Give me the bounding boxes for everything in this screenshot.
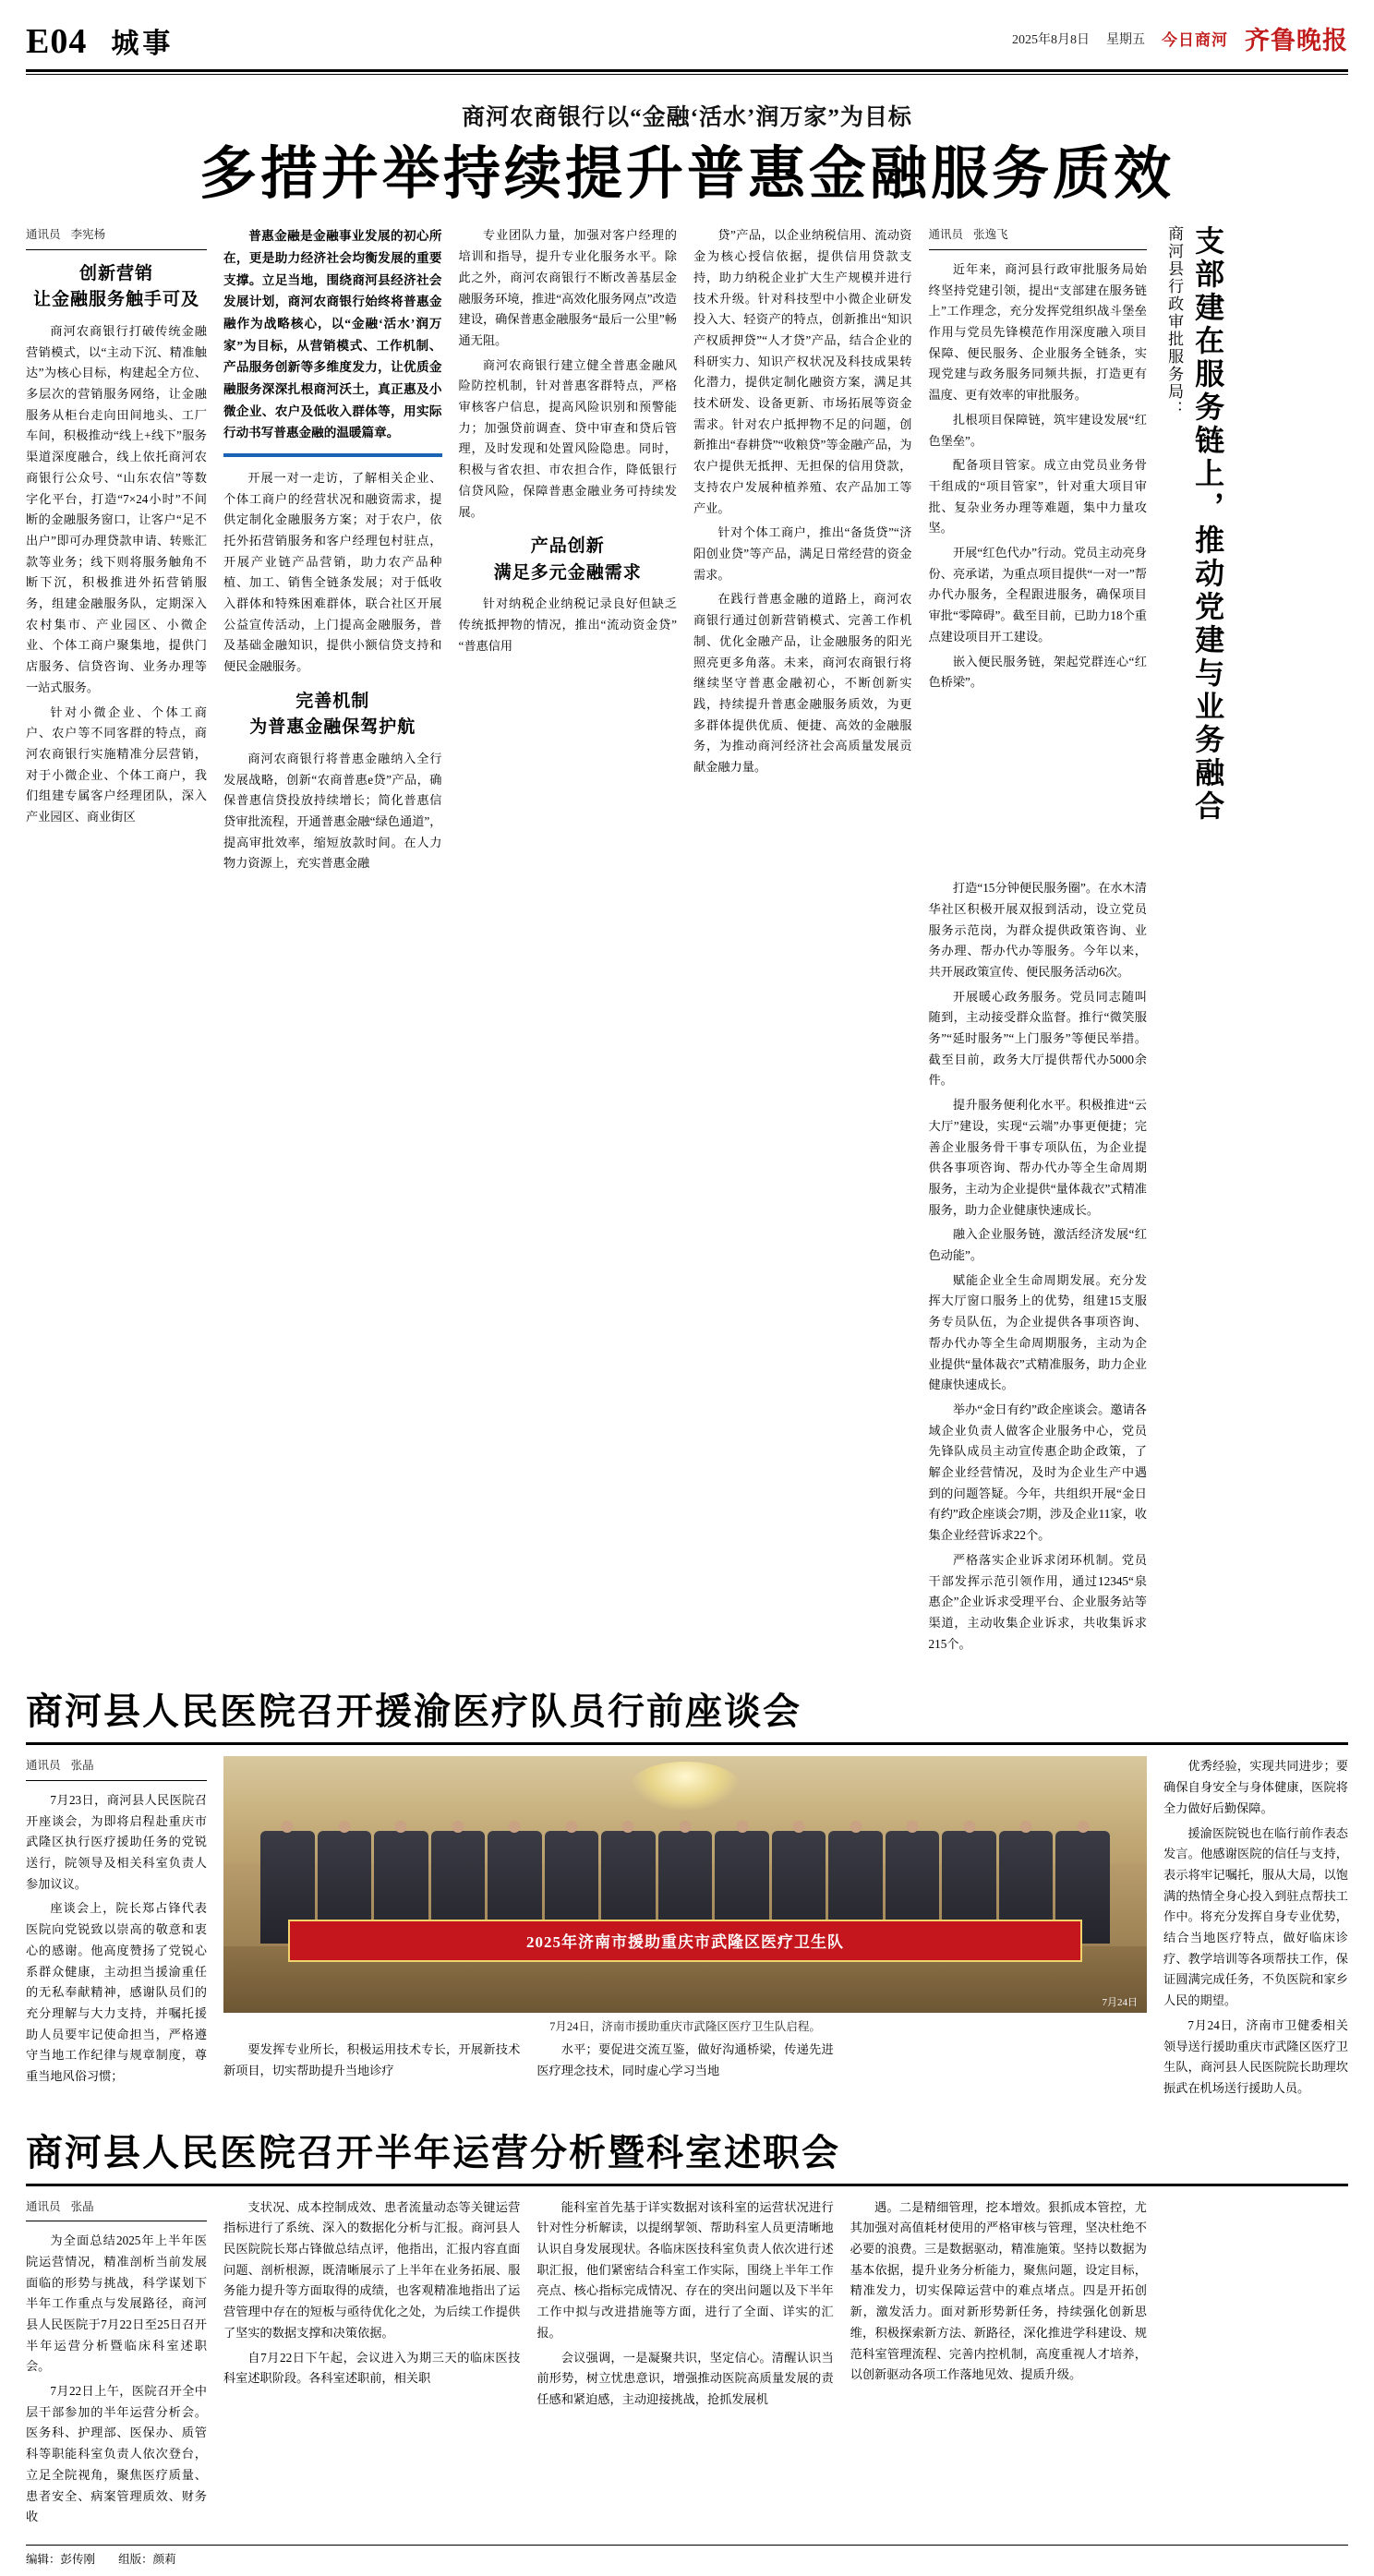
article-2-columns [26, 1756, 1348, 2102]
a2-c4-p2: 援渝医院锐也在临行前作表态发言。他感谢医院的信任与支持，表示将牢记嘱托，服从大局，以饱满的热情全身心投入到驻点帮扶工作中。将充分发挥自身专业优势，结合当地医疗特点，做好临床诊疗、教学培训等各项帮扶工作，保证圆满完成任务，不负医院和家乡人民的期望。 [1163, 1825, 1348, 2008]
photo-date-stamp: 7月24日 [1102, 1997, 1138, 2009]
a2-c4-p1: 优秀经验，实现共同进步；要确保自身安全与身体健康，医院将全力做好后勤保障。 [1163, 1759, 1348, 1815]
today-label: 今日商河 [1162, 31, 1228, 49]
a2-c4-p3: 7月24日，济南市卫健委相关领导送行援助重庆市武隆区医疗卫生队，商河县人民医院院长助理坎振武在机场送行援助人员。 [1163, 2017, 1348, 2095]
lead-c4-p2: 针对个体工商户，推出“备货贷”“济阳创业贷”等产品，满足日常经营的资金需求。 [693, 525, 912, 582]
lead-kicker: 商河农商银行以“金融‘活水’润万家”为目标 [462, 105, 912, 130]
lead-column-6 [1163, 225, 1348, 878]
lead-c5-p6: 打造“15分钟便民服务圈”。在水木清华社区积极开展双报到活动，设立党员服务示范岗，为群众提供政策咨询、业务办理、帮办代办等服务。今年以来，共开展政策宣传、便民服务活动6次。 [928, 881, 1147, 979]
vertical-headline: 支部建在服务链上，推动党建与业务融合 [1191, 225, 1225, 825]
page-footer [26, 2545, 1348, 2567]
a3-column-1 [26, 2197, 207, 2532]
right-byline-label: 通讯员 [928, 228, 964, 242]
lead-c5-p7: 开展暖心政务服务。党员同志随叫随到，主动接受群众监督。推行“微笑服务”“延时服务”“上门服务”等便民举措。截至目前，政务大厅提供帮代办5000余件。 [928, 989, 1147, 1088]
lead-c5-p9: 融入企业服务链，激活经济发展“红色动能”。 [928, 1227, 1147, 1263]
article-2-photo-block [223, 1756, 1147, 2102]
footer-composer: 组版：颜莉 [118, 2553, 176, 2566]
masthead-rule-thin [26, 74, 1348, 75]
publish-weekday: 星期五 [1106, 32, 1145, 47]
photo-banner-text: 2025年济南市援助重庆市武隆区医疗卫生队 [526, 1933, 844, 1952]
lead-c3-p1: 专业团队力量，加强对客户经理的培训和指导，提升专业化服务水平。除此之外，商河农商银行不断改善基层金融服务环境，推进“高效化服务网点”改造建设，确保普惠金融服务“最后一公里”畅通无阻。 [458, 228, 677, 347]
chandelier-icon [630, 1762, 741, 1812]
a2-c2-p1: 要发挥专业所长，积极运用技术专长，开展新技术新项目，切实帮助提升当地诊疗 [223, 2042, 521, 2078]
lead-subhead-2 [223, 689, 442, 741]
lead-c1-p1: 商河农商银行打破传统金融营销模式，以“主动下沉、精准触达”为核心目标，构建起全方位、多层次的营销服务网络，让金融服务从柜台走向田间地头、工厂车间，积极推动“线上+线下”服务渠道深度融合，线上依托商河农商银行公众号、“山东农信”等数字化平台，打造“7×24小时”不间断的金融服务窗口，让客户“足不出户”即可办理贷款申请、转账汇款等业务；线下则将服务触角不断下沉，积极推进外拓营销服务，组建金融服务队，定期深入农村集市、产业园区、小微企业、个体工商户聚集地，提供门店服务、信贷咨询、业务办理等一站式服务。 [26, 323, 207, 694]
a3-c1-p2: 7月22日上午，医院召开全中层干部参加的半年运营分析会。医务科、护理部、医保办、质管科等职能科室负责人依次登台，立足全院视角，聚焦医疗质量、患者安全、病案管理质效、财务收 [26, 2384, 207, 2524]
lead-column-4 [693, 225, 912, 878]
lead-c1-p2: 针对小微企业、个体工商户、农户等不同客群的特点，商河农商银行实施精准分层营销，对于小微企业、个体工商户，我们组建专属客户经理团队，深入产业园区、商业街区 [26, 704, 207, 825]
masthead-left [26, 20, 174, 62]
right-byline [929, 225, 1148, 250]
lead-standfirst-text: 普惠金融是金融事业发展的初心所在，更是助力经济社会均衡发展的重要支撑。立足当地，围绕商河县经济社会发展计划，商河农商银行始终将普惠金融作为战略核心，以“金融‘活水’润万家”为目标，从营销模式、工作机制、产品服务创新等多维度发力，让优质金融服务深深扎根商河沃土，真正惠及小微企业、农户及低收入群体等，用实际行动书写普惠金融的温暖篇章。 [223, 229, 442, 440]
a2-c3-p1: 水平；要促进交流互鉴，做好沟通桥梁，传递先进医疗理念技术，同时虚心学习当地 [536, 2042, 834, 2078]
lead-column-1 [26, 225, 207, 878]
publish-date: 2025年8月8日 [1012, 32, 1090, 47]
lead-subhead-2-line2: 为普惠金融保驾护航 [249, 717, 416, 738]
a3-column-4 [850, 2197, 1147, 2532]
lead-article-columns [26, 225, 1348, 878]
a3-c2-p2: 自7月22日下午起，会议进入为期三天的临床医技科室述职阶段。各科室述职前，相关职 [223, 2350, 521, 2386]
a3-byline-label: 通讯员 [26, 2199, 61, 2213]
a2-column-4 [1163, 1756, 1348, 2102]
vertical-subhead: 商河县行政审批服务局： [1165, 225, 1184, 419]
lead-column-5-cont [929, 878, 1148, 1658]
lead-c5-p3: 配备项目管家。成立由党员业务骨干组成的“项目管家”，针对重大项目审批、复杂业务办理等难题，集中力量攻坚。 [928, 458, 1147, 536]
a3-byline-name: 张晶 [70, 2199, 94, 2213]
lead-subhead-1 [26, 261, 207, 314]
masthead-right [1012, 20, 1348, 62]
a2-c1-p1: 7月23日，商河县人民医院召开座谈会，为即将启程赴重庆市武隆区执行医疗援助任务的党锐送行，院领导及相关科室负责人参加议议。 [26, 1792, 207, 1891]
article-2-title: 商河县人民医院召开援渝医疗队员行前座谈会 [26, 1691, 802, 1733]
a3-c4-p1: 遇。二是精细管理，挖本增效。狠抓成本管控，尤其加强对高值耗材使用的严格审核与管理，坚决杜绝不必要的浪费。三是数据驱动，精准施策。坚持以数据为基本依据，提升业务分析能力，聚焦问题，设定目标，精准发力，切实保障运营中的难点堵点。四是开拓创新，激发活力。面对新形势新任务，持续强化创新思维，积极探索新方法、新路径，深化推进学科建设、规范科室管理流程、完善内控机制，高度重视人才培养，以创新驱动各项工作落地见效、提质升级。 [850, 2199, 1147, 2382]
photo-red-banner [288, 1920, 1082, 1962]
lead-c3-p2: 商河农商银行建立健全普惠金融风险防控机制，针对普惠客群特点，严格审核客户信息，提高风险识别和预警能力；加强贷前调查、贷中审查和贷后管理，及时发现和处置风险隐患。同时，积极与省农担、市农担合作，降低银行信贷风险，保障普惠金融业务可持续发展。 [458, 357, 677, 519]
blue-divider [223, 453, 442, 457]
a2-c1-p2: 座谈会上，院长郑占锋代表医院向党锐致以崇高的敬意和衷心的感谢。他高度赞扬了党锐心系群众健康，主动担当援渝重任的无私奉献精神，感谢队员们的充分理解与大力支持，并嘱托援助人员要牢记使命担当，严格遵守当地工作纪律与规章制度，尊重当地风俗习惯； [26, 1901, 207, 2084]
a2-subcolumns [223, 2040, 1147, 2085]
medical-team-photo [223, 1756, 1147, 2013]
lead-subhead-3-line2: 满足多元金融需求 [493, 562, 642, 583]
a2-byline [26, 1756, 207, 1781]
article-2 [26, 1682, 1348, 2102]
paper-name: 齐鲁晚报 [1245, 27, 1348, 54]
a3-column-3 [536, 2197, 833, 2532]
article-3-title: 商河县人民医院召开半年运营分析暨科室述职会 [26, 2131, 840, 2173]
a3-byline [26, 2197, 207, 2222]
lead-headline-block [26, 99, 1348, 207]
a3-c1-p1: 为全面总结2025年上半年医院运营情况，精准剖析当前发展面临的形势与挑战，科学谋划下半年工作重点与发展路径，商河县人民医院于7月22日至25日召开半年运营分析暨临床科室述职会。 [26, 2233, 207, 2374]
lead-c2-p2: 商河农商银行将普惠金融纳入全行发展战略，创新“农商普惠e贷”产品，确保普惠信贷投放持续增长；简化普惠信贷审批流程，开通普惠金融“绿色通道”，提高审批效率，缩短放款时间。在人力物力资源上，充实普惠金融 [223, 751, 442, 871]
masthead [26, 20, 1348, 67]
a2-byline-label: 通讯员 [26, 1759, 61, 1773]
a2-column-2 [223, 2040, 520, 2085]
a3-column-2 [223, 2197, 520, 2532]
lead-c5-p5: 嵌入便民服务链，架起党群连心“红色桥梁”。 [928, 654, 1147, 690]
article-2-rule [26, 1742, 1348, 1745]
article-3-rule [26, 2184, 1348, 2186]
lead-c2-p1: 开展一对一走访，了解相关企业、个体工商户的经营状况和融资需求，提供定制化金融服务方案；对于农户，依托外拓营销服务和客户经理包村驻点，开展产业链产品营销，助力农产品种植、加工、销售全链条发展；对于低收入群体和特殊困难群体，联合社区开展公益宣传活动，上门提高金融服务，普及基础金融知识，提供小额信贷支持和便民金融服务。 [223, 470, 442, 674]
lead-title: 多措并举持续提升普惠金融服务质效 [199, 143, 1175, 206]
lead-c4-p1: 贷”产品，以企业纳税信用、流动资金为核心授信依据，提供信用贷款支持，助力纳税企业扩大生产规模并进行技术升级。针对科技型中小微企业研发投入大、轻资产的特点，创新推出“知识产权质押贷”“人才贷”产品，结合企业的科研实力、知识产权状况及科技成果转化潜力，提供定制化融资方案，满足其技术研发、设备更新、市场拓展等资金需求。针对农户抵押物不足的问题，创新推出“春耕贷”“收粮贷”等金融产品，为农户提供无抵押、无担保的信用贷款，支持农户发展种植养殖、农产品加工等产业。 [693, 228, 912, 515]
a2-byline-name: 张晶 [70, 1759, 94, 1773]
lead-c5-p11: 举办“金日有约”政企座谈会。邀请各域企业负责人做客企业服务中心，党员先锋队成员主动宣传惠企助企政策，了解企业经营情况，及时为企业生产中遇到的问题答疑。今年，共组织开展“金日有约”政企座谈会7期，涉及企业11家，收集企业经营诉求22个。 [928, 1402, 1147, 1543]
lead-c5-p1: 近年来，商河县行政审批服务局始终坚持党建引领，提出“支部建在服务链上”工作理念，充分发挥党组织战斗堡垒作用与党员先锋模范作用深度融入项目保障、便民服务、企业服务全链条，实现党建与政务服务同频共振，打造更有温度、更有效率的审批服务。 [928, 261, 1147, 403]
lead-column-2 [223, 225, 442, 878]
a3-c2-p1: 支状况、成本控制成效、患者流量动态等关键运营指标进行了系统、深入的数据化分析与汇报。商河县人民医院院长郑占锋做总结点评，他指出，汇报内容直面问题、剖析根源，既清晰展示了上半年在业务拓展、服务能力提升等方面取得的成绩，也客观精准地指出了运营管理中存在的短板与亟待优化之处，为后续工作提供了坚实的数据支撑和决策依据。 [223, 2199, 521, 2340]
lead-byline [26, 225, 207, 250]
article-3-columns [26, 2197, 1348, 2532]
lead-subhead-1-line1: 创新营销 [78, 263, 153, 283]
a3-c3-p1: 能科室首先基于详实数据对该科室的运营状况进行针对性分析解读，以提纲挈领、帮助科室人员更清晰地认识自身发展现状。各临床医技科室负责人依次进行述职汇报，他们紧密结合科室工作实际，围绕上半年工作亮点、核心指标完成情况、存在的突出问题以及下半年工作中拟与改进措施等方面，进行了全面、详实的汇报。 [536, 2199, 834, 2340]
lead-c5-p10: 赋能企业全生命周期发展。充分发挥大厅窗口服务上的优势，组建15支服务专员队伍，为企业提供各事项咨询、帮办代办等全生命周期服务，主动为企业提供“量体裁衣”式精准服务，助力企业健康快速成长。 [928, 1272, 1147, 1392]
masthead-rule [26, 69, 1348, 72]
lead-c5-p4: 开展“红色代办”行动。党员主动亮身份、亮承诺，为重点项目提供“一对一”帮办代办服务，全程跟进服务，确保项目审批“零障碍”。截至目前，已助力18个重点建设项目开工建设。 [928, 546, 1147, 644]
lead-c4-p3: 在践行普惠金融的道路上，商河农商银行通过创新营销模式、完善工作机制、优化金融产品，让金融服务的阳光照亮更多角落。未来，商河农商银行将继续坚守普惠金融初心，不断创新实践，持续提升普惠金融服务质效，为更多群体提供优质、便捷、高效的金融服务，为推动商河经济社会高质量发展贡献金融力量。 [693, 592, 912, 775]
right-byline-name: 张逸飞 [973, 228, 1008, 242]
lead-subhead-1-line2: 让金融服务触手可及 [32, 290, 199, 310]
section-title: 城事 [111, 29, 175, 59]
lead-subhead-2-line1: 完善机制 [295, 691, 370, 711]
lead-standfirst [223, 225, 442, 443]
footer-editor: 编辑：彭传刚 [26, 2553, 96, 2566]
lead-subhead-3 [459, 534, 678, 586]
article-3 [26, 2124, 1348, 2532]
lead-c3-p3: 针对纳税企业纳税记录良好但缺乏传统抵押物的情况，推出“流动资金贷”“普惠信用 [458, 596, 677, 653]
byline-name: 李宪杨 [70, 228, 106, 242]
a2-column-1 [26, 1756, 207, 2102]
a2-column-3 [536, 2040, 833, 2085]
lead-c5-p8: 提升服务便利化水平。积极推进“云大厅”建设，实现“云端”办事更便捷；完善企业服务骨干事专项队伍，为企业提供各事项咨询、帮办代办等全生命周期服务，主动为企业提供“量体裁衣”式精准服务，助力企业健康快速成长。 [928, 1098, 1147, 1217]
byline-label: 通讯员 [26, 228, 61, 242]
lead-column-3 [459, 225, 678, 878]
lead-article-continued [26, 878, 1348, 1658]
lead-c5-p12: 严格落实企业诉求闭环机制。党员干部发挥示范引领作用，通过12345“泉惠企”企业诉求受理平台、企业服务站等渠道，主动收集企业诉求，共收集诉求215个。 [928, 1552, 1147, 1651]
photo-caption: 7月24日，济南市援助重庆市武隆区医疗卫生队启程。 [549, 2020, 821, 2034]
page-number: E04 [26, 22, 88, 61]
lead-column-5 [929, 225, 1148, 878]
a3-c3-p2: 会议强调，一是凝聚共识，坚定信心。清醒认识当前形势，树立忧患意识，增强推动医院高质量发展的责任感和紧迫感，主动迎接挑战，抢抓发展机 [536, 2350, 834, 2406]
lead-subhead-3-line1: 产品创新 [530, 536, 605, 557]
lead-c5-p2: 扎根项目保障链，筑牢建设发展“红色堡垒”。 [928, 412, 1147, 448]
vertical-headline-block [1163, 225, 1225, 878]
